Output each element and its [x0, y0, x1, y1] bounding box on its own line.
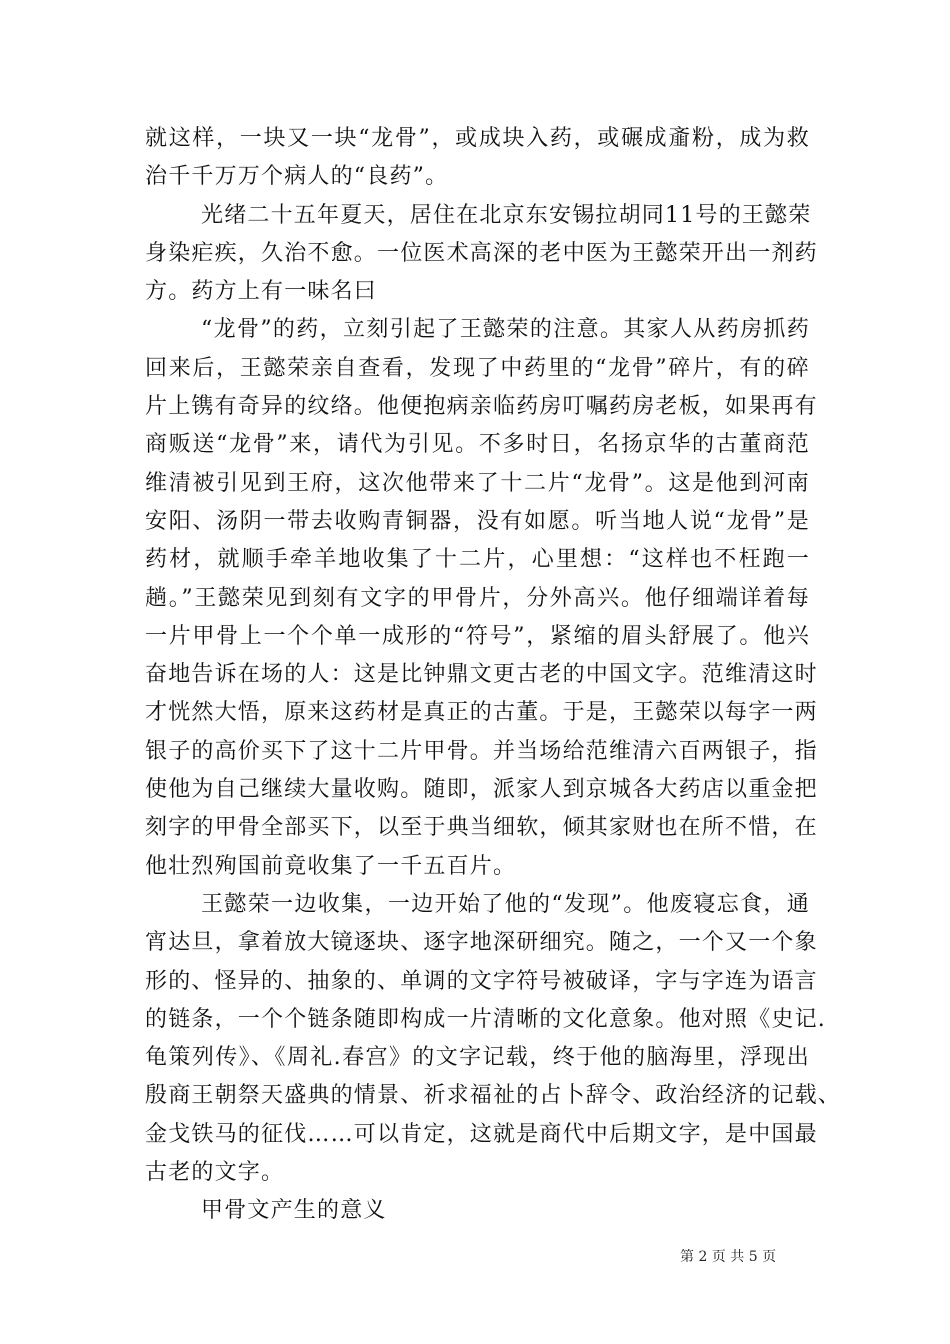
text-line: 的链条，一个个链条随即构成一片清晰的文化意象。他对照《史记.: [145, 1006, 826, 1032]
page-number-footer: 第 2 页 共 5 页: [680, 1249, 777, 1265]
text-line: 就这样，一块又一块“龙骨”，或成块入药，或碾成齑粉，成为救: [145, 126, 810, 151]
text-line: 奋地告诉在场的人：这是比钟鼎文更古老的中国文字。范维清这时: [145, 662, 818, 688]
text-line: 宵达旦，拿着放大镜逐块、逐字地深研细究。随之，一个又一个象: [145, 930, 818, 956]
text-line: 龟策列传》、《周礼.春宫》的文字记载，终于他的脑海里，浮现出: [145, 1045, 810, 1071]
text-line: 维清被引见到王府，这次他带来了十二片“龙骨”。这是他到河南: [145, 470, 810, 496]
text-line: 金戈铁马的征伐……可以肯定，这就是商代中后期文字，是中国最: [145, 1121, 818, 1147]
text-line: 一片甲骨上一个个单一成形的“符号”，紧缩的眉头舒展了。他兴: [145, 623, 810, 649]
text-line: 治千千万万个病人的“良药”。: [145, 164, 449, 190]
text-line: 他壮烈殉国前竟收集了一千五百片。: [145, 853, 517, 879]
text-line: 形的、怪异的、抽象的、单调的文字符号被破译，字与字连为语言: [145, 968, 818, 994]
text-line: 药材，就顺手牵羊地收集了十二片，心里想：“这样也不枉跑一: [145, 547, 810, 573]
text-line: 趟。”王懿荣见到刻有文字的甲骨片，分外高兴。他仔细端详着每: [145, 585, 810, 611]
text-line: 商贩送“龙骨”来，请代为引见。不多时日，名扬京华的古董商范: [145, 432, 810, 458]
text-line: 殷商王朝祭天盛典的情景、祈求福祉的占卜辞令、政治经济的记载、: [145, 1083, 842, 1109]
document-body: [145, 120, 842, 1231]
text-line: 王懿荣一边收集，一边开始了他的“发现”。他废寝忘食，通: [201, 891, 810, 917]
text-line: 方。药方上有一味名曰: [145, 279, 378, 305]
text-line: 回来后，王懿荣亲自查看，发现了中药里的“龙骨”碎片，有的碎: [145, 355, 810, 381]
text-line: “龙骨”的药，立刻引起了王懿荣的注意。其家人从药房抓药: [201, 317, 810, 343]
text-line: 身染疟疾，久治不愈。一位医术高深的老中医为王懿荣开出一剂药: [145, 240, 818, 266]
text-line: 安阳、汤阴一带去收购青铜器，没有如愿。听当地人说“龙骨”是: [145, 508, 810, 534]
text-line: 使他为自己继续大量收购。随即，派家人到京城各大药店以重金把: [145, 777, 818, 803]
text-line: 古老的文字。: [145, 1160, 285, 1186]
text-line: 刻字的甲骨全部买下，以至于典当细软，倾其家财也在所不惜，在: [145, 815, 818, 841]
text-line: 片上镌有奇异的纹络。他便抱病亲临药房叮嘱药房老板，如果再有: [145, 394, 818, 420]
text-line: 才恍然大悟，原来这药材是真正的古董。于是，王懿荣以每字一两: [145, 700, 818, 726]
text-line: 甲骨文产生的意义: [201, 1198, 387, 1224]
text-line: 银子的高价买下了这十二片甲骨。并当场给范维清六百两银子，指: [145, 738, 818, 764]
text-line: 光绪二十五年夏天，居住在北京东安锡拉胡同11号的王懿荣: [201, 202, 812, 228]
